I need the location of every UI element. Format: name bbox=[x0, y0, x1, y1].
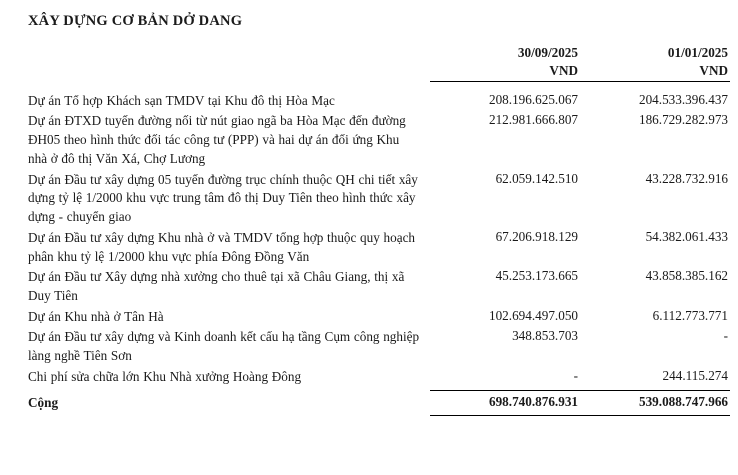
row-label: Dự án Đầu tư xây dựng Khu nhà ở và TMDV tổng hợp thuộc quy hoạch phân khu tỷ lệ 1/2000 khu vực phía Đông Đồng Văn bbox=[28, 229, 416, 264]
header-empty bbox=[26, 44, 430, 81]
total-label: Cộng bbox=[28, 394, 59, 410]
row-value-col-2: 6.112.773.771 bbox=[652, 307, 728, 323]
total-bottom-col-1 bbox=[430, 413, 580, 416]
row-value-col-1: 348.853.703 bbox=[512, 328, 578, 344]
total-bottom-label-gap bbox=[26, 413, 430, 416]
row-value-col-1: - bbox=[573, 367, 578, 383]
table-row bbox=[26, 327, 730, 366]
row-value-col-2: 54.382.061.433 bbox=[645, 228, 728, 244]
row-label: Dự án Tổ hợp Khách sạn TMDV tại Khu đô thị Hòa Mạc bbox=[28, 92, 335, 108]
row-value-col-2: 43.858.385.162 bbox=[645, 268, 728, 284]
row-value-col-1: 67.206.918.129 bbox=[495, 228, 578, 244]
header-col-1-date: 30/09/2025 bbox=[517, 45, 578, 60]
row-label: Chi phí sửa chữa lớn Khu Nhà xưởng Hoàng Đông bbox=[28, 368, 302, 384]
table-row bbox=[26, 307, 730, 328]
row-label: Dự án Đầu tư Xây dựng nhà xưởng cho thuê tại xã Châu Giang, thị xã Duy Tiên bbox=[28, 269, 405, 303]
row-value-col-2: 43.228.732.916 bbox=[645, 170, 728, 186]
header-col-1-unit: VND bbox=[549, 62, 578, 78]
row-label: Dự án Đầu tư xây dựng 05 tuyến đường trục chính thuộc QH chi tiết xây dựng tỷ lệ 1/2000 khu vực trung tâm đô thị Duy Tiên theo hình thức xây dựng - chuyển giao bbox=[28, 171, 418, 225]
table-row bbox=[26, 228, 730, 267]
row-label: Dự án Khu nhà ở Tân Hà bbox=[28, 308, 164, 324]
row-value-col-2: - bbox=[723, 328, 728, 344]
table-row bbox=[26, 367, 730, 388]
row-value-col-2: 186.729.282.973 bbox=[638, 112, 728, 128]
total-value-col-1: 698.740.876.931 bbox=[488, 393, 578, 409]
total-bottom-rule bbox=[26, 413, 730, 416]
header-spacer bbox=[26, 82, 730, 91]
row-label: Dự án ĐTXD tuyến đường nối từ nút giao ngã ba Hòa Mạc đến đường ĐH05 theo hình thức đối tác công tư (PPP) và hai dự án đối ứng Khu nhà ở đô thị Văn Xá, Chợ Lương bbox=[28, 113, 406, 166]
row-value-col-2: 204.533.396.437 bbox=[638, 91, 728, 107]
header-col-1 bbox=[430, 44, 580, 81]
construction-in-progress-table bbox=[26, 44, 730, 416]
table-header-row bbox=[26, 44, 730, 81]
total-value-col-2: 539.088.747.966 bbox=[638, 393, 728, 409]
row-value-col-1: 208.196.625.067 bbox=[488, 91, 578, 107]
row-value-col-1: 45.253.173.665 bbox=[495, 268, 578, 284]
total-bottom-col-2 bbox=[580, 413, 730, 416]
page-title: XÂY DỰNG CƠ BẢN DỞ DANG bbox=[28, 13, 243, 29]
header-col-2-unit: VND bbox=[699, 62, 728, 78]
table-row bbox=[26, 170, 730, 228]
table-row bbox=[26, 111, 730, 169]
table-row bbox=[26, 91, 730, 112]
row-value-col-2: 244.115.274 bbox=[662, 367, 728, 383]
row-label: Dự án Đầu tư xây dựng và Kinh doanh kết cấu hạ tầng Cụm công nghiệp làng nghề Tiên Sơn bbox=[28, 329, 420, 364]
row-value-col-1: 62.059.142.510 bbox=[495, 170, 578, 186]
header-col-2 bbox=[580, 44, 730, 81]
row-value-col-1: 212.981.666.807 bbox=[488, 112, 578, 128]
table-row bbox=[26, 267, 730, 306]
header-col-2-date: 01/01/2025 bbox=[667, 45, 728, 60]
total-row bbox=[26, 391, 730, 414]
row-value-col-1: 102.694.497.050 bbox=[488, 307, 578, 323]
